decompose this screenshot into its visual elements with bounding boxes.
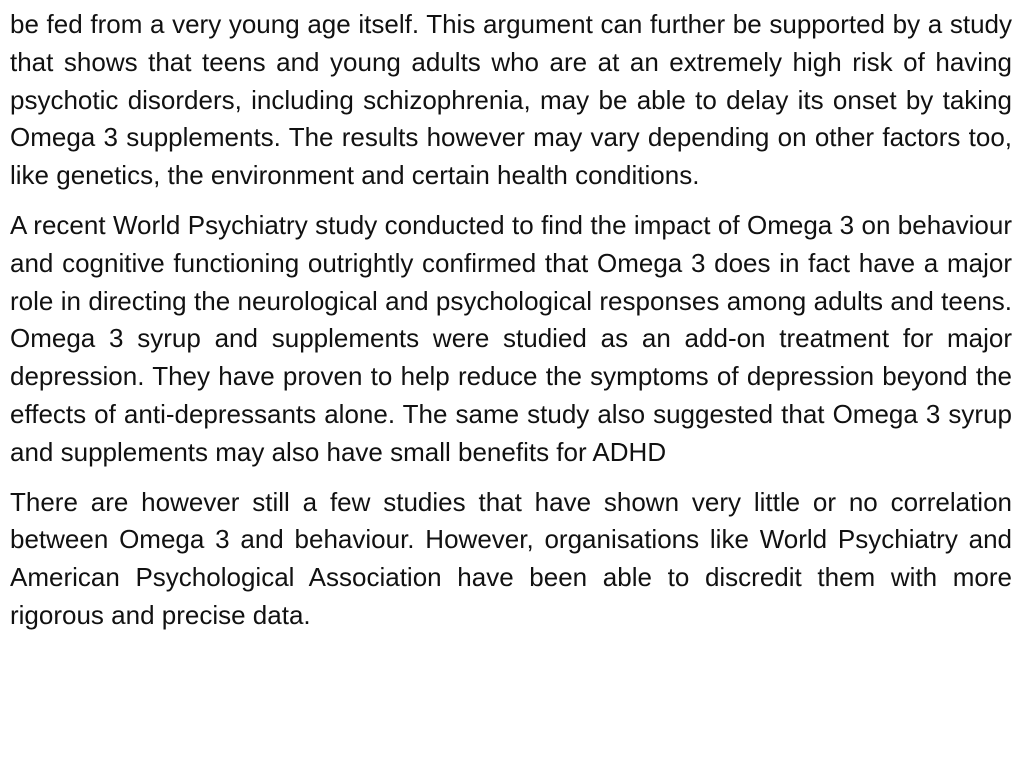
paragraph-2: A recent World Psychiatry study conducted to find the impact of Omega 3 on behaviour and cognitive functioning outrightly confirmed that Omega 3 does in fact have a major role in directing the neurological and psychological responses among adults and teens. Omega 3 syrup and supplements were studied as an add-on treatment for major depression. They have proven to help reduce the symptoms of depression beyond the effects of anti-depressants alone. The same study also suggested that Omega 3 syrup and supplements may also have small benefits for ADHD: [10, 209, 1012, 467]
paragraph-1: be fed from a very young age itself. This argument can further be supported by a study that shows that teens and young adults who are at an extremely high risk of having psychotic disorders, including schizophrenia, may be able to delay its onset by taking Omega 3 supplements. The results however may vary depending on other factors too, like genetics, the environment and certain health conditions.: [10, 9, 1012, 191]
paragraph-3: There are however still a few studies that have shown very little or no correlation between Omega 3 and behaviour. However, organisations like World Psychiatry and American Psychological Association have been able to discredit them with more rigorous and precise data.: [10, 486, 1012, 630]
